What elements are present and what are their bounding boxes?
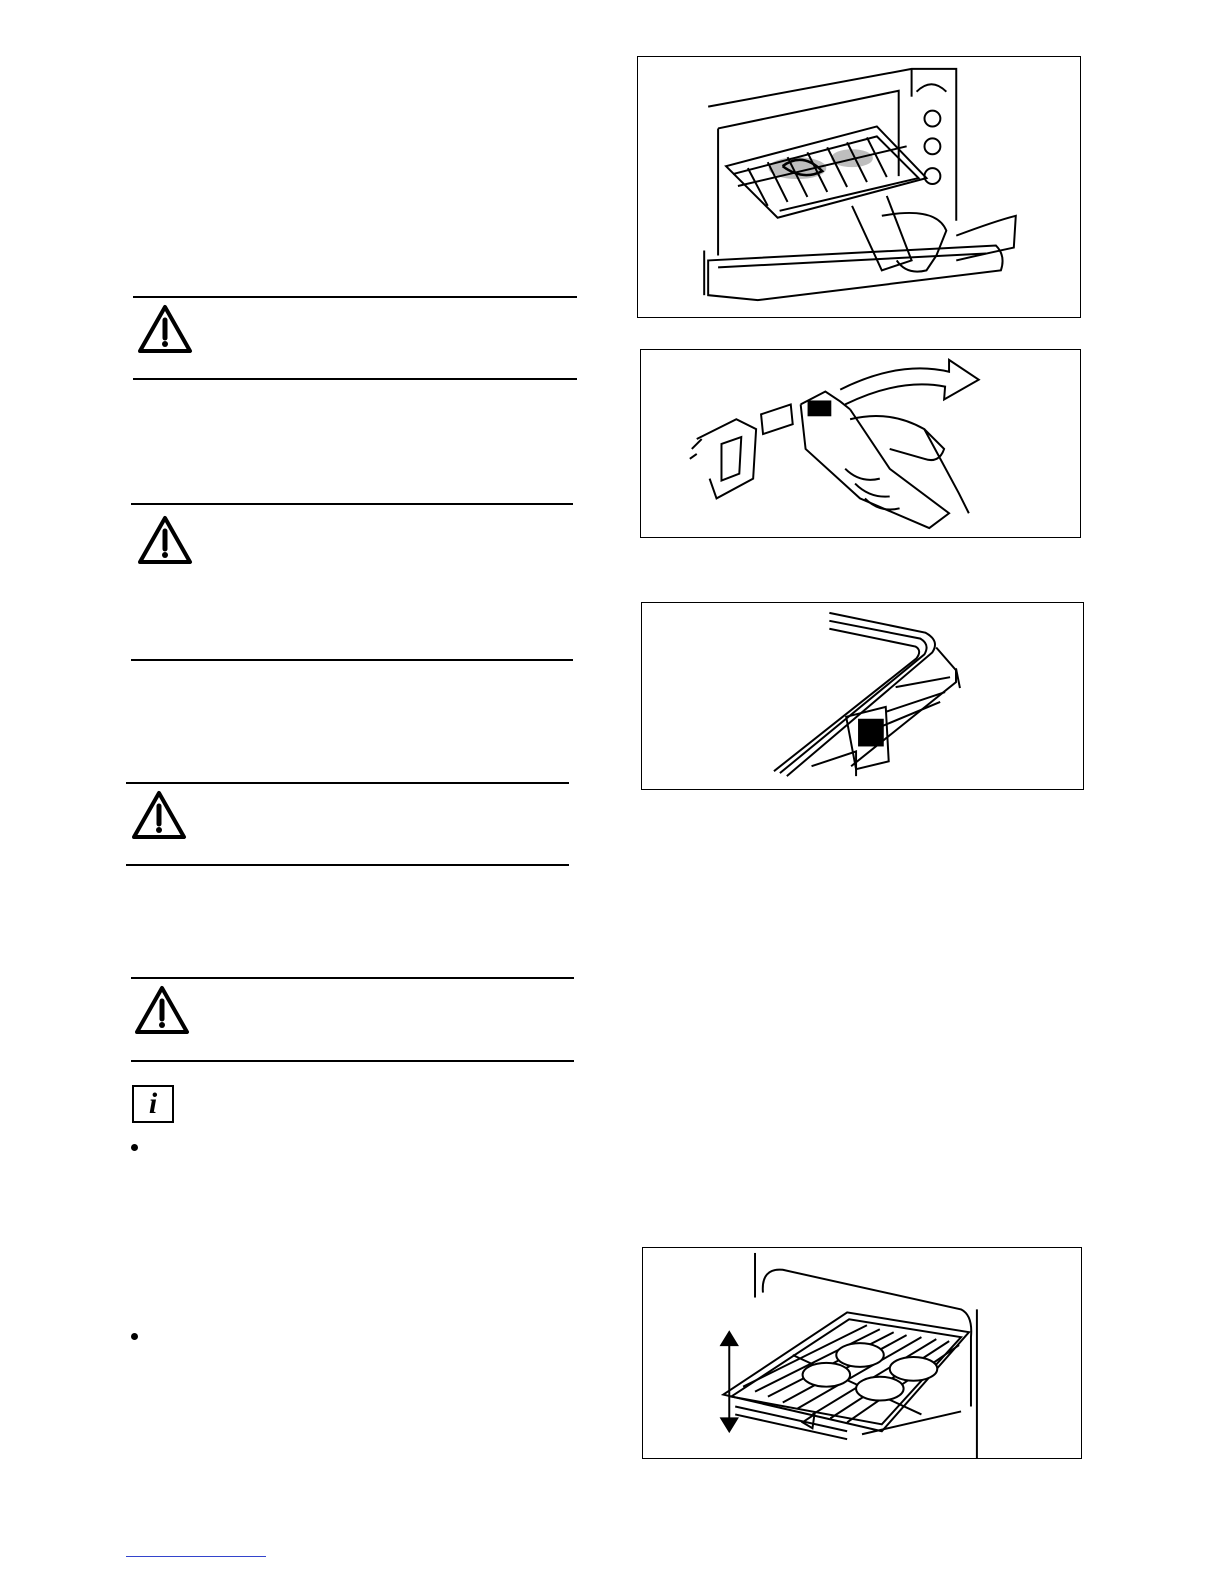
warning-triangle-icon	[130, 789, 188, 841]
info-icon: i	[132, 1085, 174, 1123]
pan-runner-detail-illustration	[642, 603, 1083, 789]
grill-pan-with-handle-illustration	[638, 57, 1080, 317]
warning-2-bottom-rule	[131, 659, 573, 661]
warning-1-bottom-rule	[133, 378, 577, 380]
warning-4-top-rule	[131, 977, 574, 979]
bullet-icon	[131, 1333, 138, 1340]
warning-4-bottom-rule	[131, 1060, 574, 1062]
warning-3-top-rule	[126, 782, 569, 784]
figure-grid-height-adjust	[642, 1247, 1082, 1459]
bullet-icon	[131, 1144, 138, 1151]
warning-triangle-icon	[136, 303, 194, 355]
warning-triangle-icon	[133, 984, 191, 1036]
figure-grill-pan-in-oven	[637, 56, 1081, 318]
footer-link-underline[interactable]	[126, 1556, 266, 1557]
figure-detach-handle	[640, 349, 1081, 538]
handle-removal-illustration	[641, 350, 1080, 537]
warning-triangle-icon	[136, 514, 194, 566]
figure-pan-on-runner	[641, 602, 1084, 790]
warning-3-bottom-rule	[126, 864, 569, 866]
warning-2-top-rule	[131, 503, 573, 505]
warning-1-top-rule	[133, 296, 577, 298]
shelf-height-arrow-illustration	[643, 1248, 1081, 1458]
